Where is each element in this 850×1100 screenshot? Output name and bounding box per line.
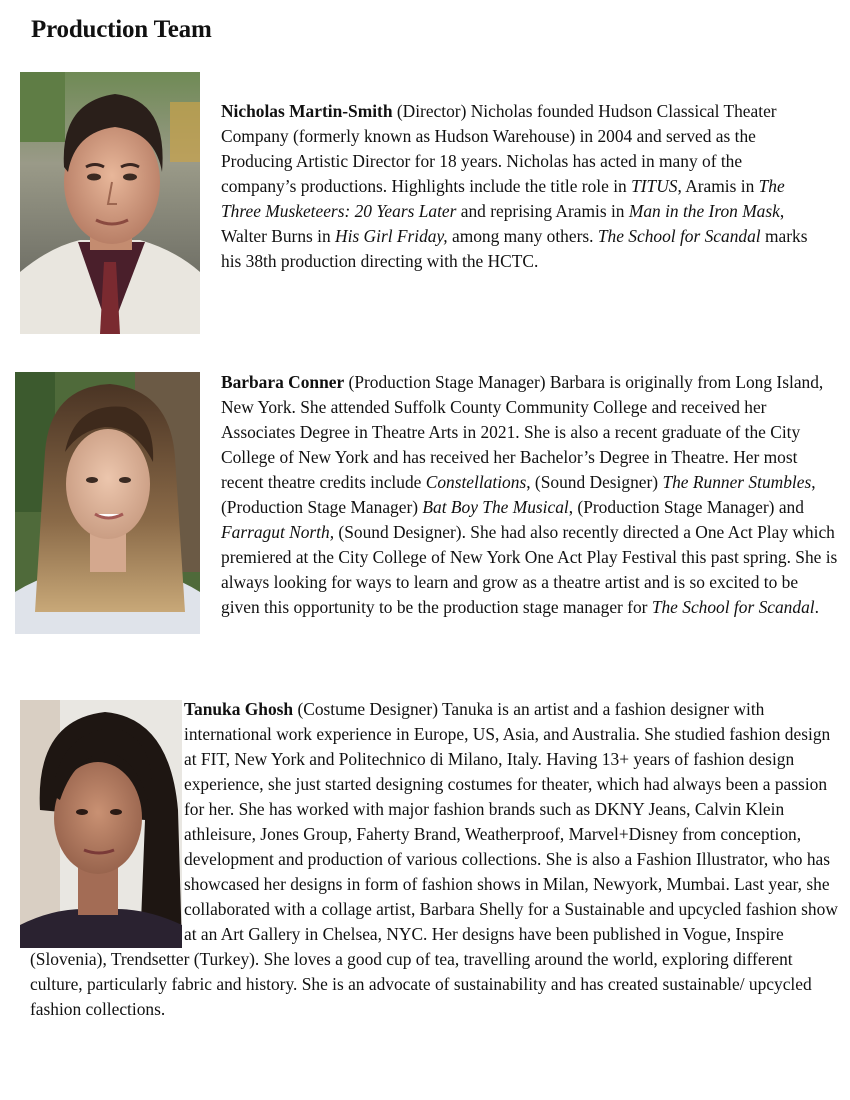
italic-title: Man in the Iron Mask bbox=[628, 201, 780, 221]
bio-run: (Costume Designer) Tanuka is an artist and a fashion designer with international work experience in Europe, US, Asia, and Australia. She studied fashion design at FIT, New York and Politechnico di Milano, Italy. Having 13+ years of fashion design experience, she just started designing costumes for theater, which had always been a passion for her. She has worked with major fashion brands such as DKNY Jeans, Calvin Klein athleisure, Jones Group, Faherty Brand, Weatherproof, Marvel+Disney from conception, development and production of various collections. She is also a Fashion Illustrator, who has showcased her designs in form of fashion shows in Milan, Newyork, Mumbai. Last year, she collaborated with a collage artist, Barbara Shelly for a Sustainable and upcycled fashion show at an Art Gallery in Chelsea, NYC. Her designs have been published in Vogue, Inspire (Slovenia), Trendsetter (Turkey). She loves a good cup of tea, travelling around the world, exploring different culture, particularly fabric and history. She is an advocate of sustainability and has created sustainable/ upcycled fashion collections. bbox=[30, 699, 838, 1019]
bio-run: and reprising Aramis in bbox=[456, 201, 629, 221]
bio-run: (Director) Nicholas founded Hudson Classical Theater Company (formerly known as Hudson Warehouse) in 2004 and served as the Producing Artistic Director for 18 years. Nicholas has acted in many of the company’s productions. Highlights include the title role in bbox=[221, 101, 777, 196]
bio-run: , (Production Stage Manager) bbox=[221, 472, 816, 517]
bio-text bbox=[221, 101, 808, 271]
bio-run: (Production Stage Manager) Barbara is originally from Long Island, New York. She attended Suffolk County Community College and received her Associates Degree in Theatre Arts in 2021. She is also a recent graduate of the City College of New York and has received her Bachelor’s Degree in Theatre. Her most recent theatre credits include bbox=[221, 372, 824, 492]
italic-title: The School for Scandal bbox=[651, 597, 815, 617]
italic-title: Farragut North, bbox=[221, 522, 335, 542]
italic-title: TITUS bbox=[631, 176, 678, 196]
italic-title: Constellations bbox=[425, 472, 527, 492]
bio-run: , Walter Burns in bbox=[221, 201, 785, 246]
bio-tanuka-ghosh bbox=[30, 697, 842, 1022]
photo-wrap-spacer bbox=[0, 697, 184, 947]
bio-text bbox=[221, 372, 837, 617]
member-name: Tanuka Ghosh bbox=[184, 699, 294, 719]
italic-title: The Runner Stumbles bbox=[662, 472, 812, 492]
italic-title: His Girl Friday, bbox=[335, 226, 448, 246]
bio-barbara-conner bbox=[221, 370, 841, 620]
bio-run: , (Sound Designer) bbox=[526, 472, 663, 492]
bio-run: , (Production Stage Manager) and bbox=[568, 497, 804, 517]
bio-nicholas-martin-smith bbox=[221, 99, 821, 274]
headshot-barbara-conner bbox=[15, 372, 200, 634]
italic-title: The Three Musketeers: 20 Years Later bbox=[221, 176, 785, 221]
page-title: Production Team bbox=[31, 16, 212, 43]
bio-run: among many others. bbox=[447, 226, 598, 246]
member-name: Barbara Conner bbox=[221, 372, 345, 392]
bio-run: , Aramis in bbox=[677, 176, 759, 196]
italic-title: Bat Boy The Musical bbox=[422, 497, 569, 517]
bio-run: . bbox=[814, 597, 819, 617]
italic-title: The School for Scandal bbox=[597, 226, 761, 246]
headshot-nicholas-martin-smith bbox=[20, 72, 200, 334]
bio-run: (Sound Designer). She had also recently directed a One Act Play which premiered at the City College of New York One Act Play Festival this past spring. She is always looking for ways to learn and grow as a theatre artist and is so excited to be given this opportunity to be the production stage manager for bbox=[221, 522, 838, 617]
bio-run: marks his 38th production directing with the HCTC. bbox=[221, 226, 808, 271]
member-name: Nicholas Martin-Smith bbox=[221, 101, 393, 121]
